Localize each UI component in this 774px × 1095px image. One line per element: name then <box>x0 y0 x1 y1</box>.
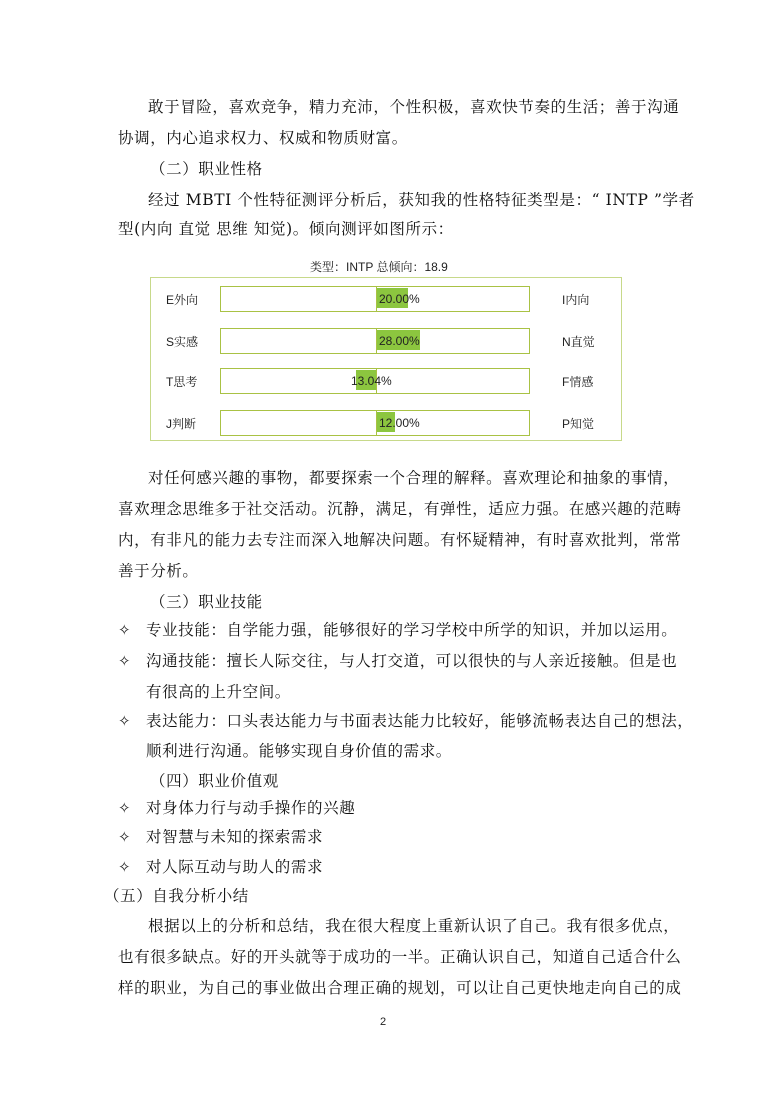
paragraph-line: 也有很多缺点。好的开头就等于成功的一半。正确认识自己，知道自己适合什么 <box>118 948 682 966</box>
diamond-bullet-icon: ✧ <box>118 712 131 730</box>
chart-bar-value-label: 28.00% <box>379 334 420 348</box>
chart-right-label: N直觉 <box>562 335 595 349</box>
chart-title: 类型：INTP 总倾向：18.9 <box>310 260 448 274</box>
chart-left-label: T思考 <box>166 375 198 389</box>
paragraph-line: 样的职业，为自己的事业做出合理正确的规划，可以让自己更快地走向自己的成 <box>118 979 682 997</box>
list-item-continuation: 有很高的上升空间。 <box>146 683 291 701</box>
section-heading: （四）职业价值观 <box>150 772 279 790</box>
list-item: 对身体力行与动手操作的兴趣 <box>146 799 356 817</box>
list-item: 沟通技能：擅长人际交往，与人打交道，可以很快的与人亲近接触。但是也 <box>146 652 678 670</box>
section-heading: （五）自我分析小结 <box>104 887 249 905</box>
paragraph-line: 敢于冒险，喜欢竞争，精力充沛，个性积极，喜欢快节奏的生活；善于沟通 <box>148 98 680 116</box>
paragraph-line: 协调，内心追求权力、权威和物质财富。 <box>118 129 408 147</box>
paragraph-line: 善于分析。 <box>118 562 199 580</box>
chart-right-label: I内向 <box>562 293 590 307</box>
chart-left-label: J判断 <box>166 417 197 431</box>
list-item: 对人际互动与助人的需求 <box>146 858 324 876</box>
list-item: 对智慧与未知的探索需求 <box>146 828 324 846</box>
list-item: 表达能力：口头表达能力与书面表达能力比较好，能够流畅表达自己的想法， <box>146 712 694 730</box>
chart-right-label: F情感 <box>562 375 594 389</box>
chart-bar-track <box>220 410 530 436</box>
diamond-bullet-icon: ✧ <box>118 652 131 670</box>
paragraph-line: 对任何感兴趣的事物，都要探索一个合理的解释。喜欢理论和抽象的事情， <box>148 469 680 487</box>
page-number: 2 <box>380 1016 387 1028</box>
chart-right-label: P知觉 <box>562 417 595 431</box>
paragraph-line: 内，有非凡的能力去专注而深入地解决问题。有怀疑精神，有时喜欢批判，常常 <box>118 531 682 549</box>
list-item-continuation: 顺利进行沟通。能够实现自身价值的需求。 <box>146 742 452 760</box>
chart-left-label: E外向 <box>166 293 199 307</box>
chart-bar-value-label: 20.00% <box>379 292 420 306</box>
section-heading: （二）职业性格 <box>150 160 263 178</box>
diamond-bullet-icon: ✧ <box>118 858 131 876</box>
diamond-bullet-icon: ✧ <box>118 621 131 639</box>
chart-bar-track <box>220 286 530 312</box>
list-item: 专业技能：自学能力强，能够很好的学习学校中所学的知识，并加以运用。 <box>146 621 678 639</box>
diamond-bullet-icon: ✧ <box>118 828 131 846</box>
chart-bar-value-label: 13.04% <box>351 374 392 388</box>
chart-bar-track <box>220 328 530 354</box>
paragraph-line: 型(内向 直觉 思维 知觉)。倾向测评如图所示： <box>118 220 454 238</box>
chart-left-label: S实感 <box>166 335 199 349</box>
paragraph-line: 根据以上的分析和总结，我在很大程度上重新认识了自己。我有很多优点， <box>148 917 680 935</box>
diamond-bullet-icon: ✧ <box>118 799 131 817</box>
paragraph-line: 经过 MBTI 个性特征测评分析后，获知我的性格特征类型是：“ INTP ”学者 <box>148 191 695 209</box>
paragraph-line: 喜欢理念思维多于社交活动。沉静，满足，有弹性，适应力强。在感兴趣的范畴 <box>118 500 682 518</box>
chart-bar-value-label: 12.00% <box>379 416 420 430</box>
section-heading: （三）职业技能 <box>150 593 263 611</box>
